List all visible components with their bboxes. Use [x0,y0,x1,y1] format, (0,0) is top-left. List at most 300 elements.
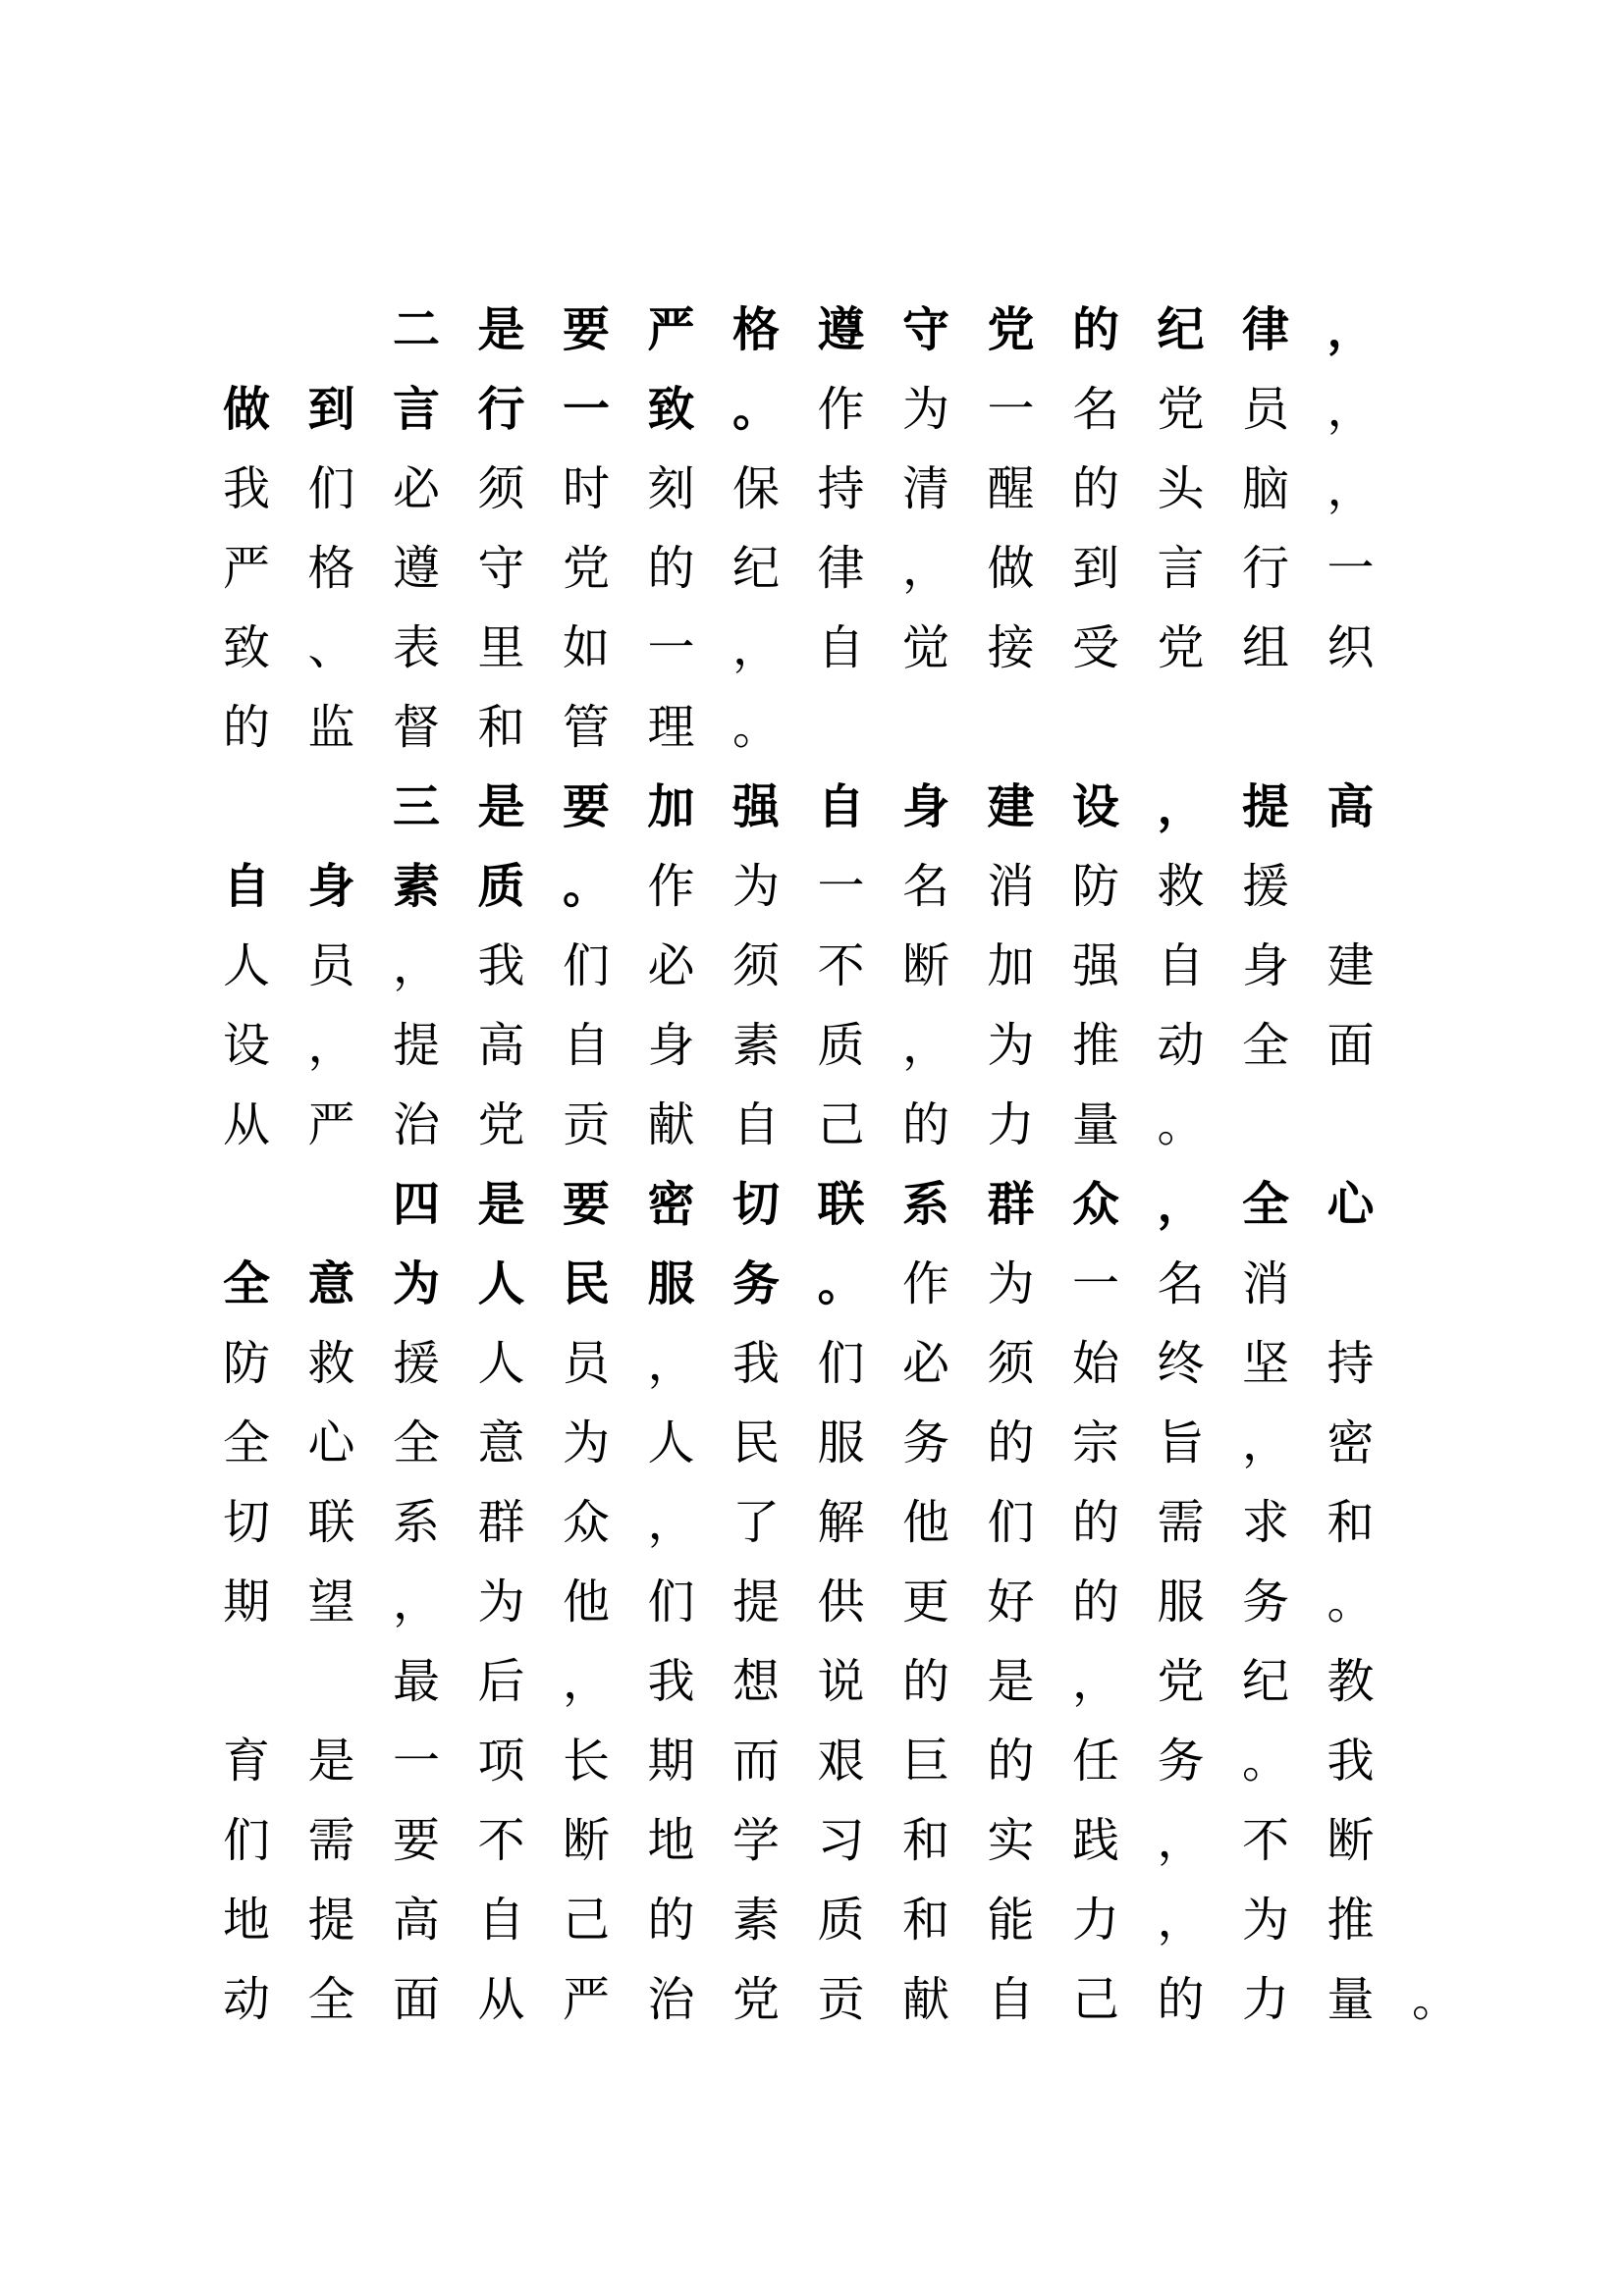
body-text-char: 始 [1071,1336,1119,1391]
body-text-char: 。 [1411,1972,1459,2027]
body-text-char: 员 [1241,382,1289,437]
body-text-char: 提 [731,1575,780,1629]
body-text-char: 严 [562,1972,610,2027]
text-line [0,1086,1624,1165]
text-line [0,1563,1624,1642]
body-text-char: 为 [1241,1893,1289,1948]
body-text-char: 组 [1241,620,1289,675]
body-text-char: ， [1071,1654,1119,1709]
bold-heading-char: 建 [987,779,1035,834]
body-text-char: ， [1157,1813,1205,1868]
body-text-char: 习 [817,1813,865,1868]
body-text-char: ， [1241,1415,1289,1470]
body-text-char: 为 [987,1256,1035,1311]
body-text-char: ， [1326,461,1375,516]
body-text-char: 人 [647,1415,695,1470]
body-text-char: 我 [647,1654,695,1709]
bold-heading-char: 到 [307,382,355,437]
bold-heading-char: 全 [222,1256,270,1311]
body-text-char: 刻 [647,461,695,516]
body-text-char: 全 [307,1972,355,2027]
body-text-char: 全 [222,1415,270,1470]
body-text-char: 如 [562,620,610,675]
body-text-char: 教 [1326,1654,1375,1709]
body-text-char: 联 [307,1495,355,1550]
body-text-char: 设 [222,1018,270,1073]
bold-heading-char: 人 [477,1256,525,1311]
body-text-char: 。 [731,700,780,755]
body-text-char: 的 [1071,1495,1119,1550]
body-text-char: 从 [222,1097,270,1152]
body-text-char: 到 [1071,541,1119,596]
bold-heading-char: ， [1157,1177,1205,1232]
body-text-char: 为 [987,1018,1035,1073]
body-text-char: 素 [731,1018,780,1073]
body-text-char: 献 [901,1972,949,2027]
bold-heading-char: 要 [562,779,610,834]
body-text-char: 党 [1157,620,1205,675]
body-text-char: 接 [987,620,1035,675]
body-text-char: 。 [1241,1734,1289,1789]
body-text-char: 任 [1071,1734,1119,1789]
bold-heading-char: 。 [731,382,780,437]
body-text-char: 地 [222,1893,270,1948]
text-line [0,450,1624,529]
bold-heading-char: 的 [1071,302,1119,357]
body-text-char: ， [647,1336,695,1391]
body-text-char: 消 [987,859,1035,914]
body-text-char: 密 [1326,1415,1375,1470]
body-text-char: 更 [901,1575,949,1629]
body-text-char: 们 [307,461,355,516]
body-text-char: 想 [731,1654,780,1709]
body-text-char: 须 [477,461,525,516]
body-text-char: 的 [987,1415,1035,1470]
body-text-char: 一 [987,382,1035,437]
text-line [0,768,1624,847]
body-text-char: 治 [392,1097,440,1152]
body-text-char: 力 [1071,1893,1119,1948]
text-line [0,688,1624,768]
bold-heading-char: 党 [987,302,1035,357]
body-text-char: 己 [562,1893,610,1948]
text-line [0,1642,1624,1722]
body-text-char: 动 [222,1972,270,2027]
body-text-char: 而 [731,1734,780,1789]
bold-heading-char: 是 [477,779,525,834]
bold-heading-char: 民 [562,1256,610,1311]
body-text-char: 宗 [1071,1415,1119,1470]
body-text-char: 贡 [562,1097,610,1152]
body-text-char: 好 [987,1575,1035,1629]
bold-heading-char: 律 [1241,302,1289,357]
text-line [0,1006,1624,1086]
body-text-char: 的 [901,1097,949,1152]
body-text-char: 我 [731,1336,780,1391]
body-text-char: 他 [901,1495,949,1550]
body-text-char: 自 [731,1097,780,1152]
body-text-char: 遵 [392,541,440,596]
body-text-char: 纪 [731,541,780,596]
body-text-char: 最 [392,1654,440,1709]
text-line [0,1960,1624,2040]
body-text-char: 保 [731,461,780,516]
body-text-char: 断 [1326,1813,1375,1868]
body-text-char: 救 [1157,859,1205,914]
body-text-char: 我 [222,461,270,516]
body-text-char: 清 [901,461,949,516]
body-text-char: 实 [987,1813,1035,1868]
body-text-char: 醒 [987,461,1035,516]
body-text-char: 一 [1326,541,1375,596]
body-text-char: 切 [222,1495,270,1550]
text-line [0,1722,1624,1801]
bold-heading-char: 联 [817,1177,865,1232]
body-text-char: 自 [1157,938,1205,993]
body-text-char: 高 [477,1018,525,1073]
bold-heading-char: 素 [392,859,440,914]
body-text-char: 觉 [901,620,949,675]
body-text-char: 解 [817,1495,865,1550]
body-text-char: 做 [987,541,1035,596]
body-text-char: 不 [817,938,865,993]
body-text-char: 人 [477,1336,525,1391]
body-text-char: 织 [1326,620,1375,675]
bold-heading-char: 致 [647,382,695,437]
text-line [0,291,1624,370]
bold-heading-char: ， [1157,779,1205,834]
body-text-char: 民 [731,1415,780,1470]
body-text-char: 管 [562,700,610,755]
body-text-char: 党 [731,1972,780,2027]
text-line [0,370,1624,450]
body-text-char: 党 [1157,1654,1205,1709]
body-text-char: 须 [731,938,780,993]
body-text-char: 的 [987,1734,1035,1789]
body-text-char: 一 [1071,1256,1119,1311]
body-text-char: 望 [307,1575,355,1629]
body-text-char: 格 [307,541,355,596]
body-text-char: ， [901,1018,949,1073]
body-text-char: 断 [901,938,949,993]
text-line [0,1404,1624,1483]
body-text-char: 援 [1241,859,1289,914]
body-text-char: 自 [562,1018,610,1073]
body-text-char: 名 [901,859,949,914]
body-text-char: 里 [477,620,525,675]
body-text-char: 长 [562,1734,610,1789]
body-text-char: 消 [1241,1256,1289,1311]
body-text-char: 严 [222,541,270,596]
text-line [0,1483,1624,1563]
bold-heading-char: 是 [477,302,525,357]
bold-heading-char: 纪 [1157,302,1205,357]
bold-heading-char: 二 [392,302,440,357]
bold-heading-char: 自 [817,779,865,834]
body-text-char: 务 [1241,1575,1289,1629]
body-text-char: ， [731,620,780,675]
body-text-char: 表 [392,620,440,675]
body-text-char: ， [1326,382,1375,437]
body-text-char: 心 [307,1415,355,1470]
body-text-char: 需 [307,1813,355,1868]
body-text-char: 是 [987,1654,1035,1709]
text-line [0,1801,1624,1881]
body-text-char: 的 [1157,1972,1205,2027]
body-text-char: 为 [477,1575,525,1629]
body-text-char: 不 [477,1813,525,1868]
bold-heading-char: 。 [817,1256,865,1311]
body-text-char: 党 [562,541,610,596]
body-text-char: 众 [562,1495,610,1550]
body-text-char: 身 [1241,938,1289,993]
body-text-char: 人 [222,938,270,993]
body-text-char: 贡 [817,1972,865,2027]
bold-heading-char: 要 [562,302,610,357]
bold-heading-char: 要 [562,1177,610,1232]
body-text-char: ， [901,541,949,596]
body-text-char: 力 [987,1097,1035,1152]
body-text-char: 们 [562,938,610,993]
body-text-char: 推 [1071,1018,1119,1073]
body-text-char: 的 [1071,1575,1119,1629]
body-text-char: 救 [307,1336,355,1391]
body-text-char: 纪 [1241,1654,1289,1709]
body-text-char: 党 [477,1097,525,1152]
bold-heading-char: 身 [901,779,949,834]
bold-heading-char: 提 [1241,779,1289,834]
body-text-char: 项 [477,1734,525,1789]
body-text-char: 防 [222,1336,270,1391]
body-text-char: 一 [392,1734,440,1789]
body-text-char: 治 [647,1972,695,2027]
bold-heading-char: 为 [392,1256,440,1311]
bold-heading-char: 做 [222,382,270,437]
body-text-char: 断 [562,1813,610,1868]
body-text-char: 的 [1071,461,1119,516]
body-text-char: 们 [987,1495,1035,1550]
body-text-char: 终 [1157,1336,1205,1391]
body-text-char: 服 [817,1415,865,1470]
body-text-char: 的 [222,700,270,755]
body-text-char: 服 [1157,1575,1205,1629]
body-text-char: 持 [1326,1336,1375,1391]
body-text-char: 后 [477,1654,525,1709]
bold-heading-char: ， [1326,302,1375,357]
bold-heading-char: 是 [477,1177,525,1232]
body-text-char: 律 [817,541,865,596]
body-text-char: 系 [392,1495,440,1550]
body-text-char: 致 [222,620,270,675]
body-text-char: 名 [1157,1256,1205,1311]
body-text-char: 监 [307,700,355,755]
bold-heading-char: 强 [731,779,780,834]
body-text-char: 的 [647,1893,695,1948]
body-text-char: 援 [392,1336,440,1391]
body-text-char: 能 [987,1893,1035,1948]
body-text-char: 我 [1326,1734,1375,1789]
body-text-char: 、 [307,620,355,675]
body-text-char: 建 [1326,938,1375,993]
body-text-char: 严 [307,1097,355,1152]
body-text-char: 们 [817,1336,865,1391]
bold-heading-char: 严 [647,302,695,357]
bold-heading-char: 心 [1326,1177,1375,1232]
body-text-char: ， [307,1018,355,1073]
body-text-char: ， [647,1495,695,1550]
body-text-char: 必 [901,1336,949,1391]
body-text-char: 己 [817,1097,865,1152]
body-text-char: 面 [392,1972,440,2027]
body-text-char: 量 [1071,1097,1119,1152]
body-text-char: 为 [731,859,780,914]
body-text-char: 的 [901,1654,949,1709]
body-text-char: 高 [392,1893,440,1948]
body-text-char: 员 [562,1336,610,1391]
body-text-char: 我 [477,938,525,993]
body-text-char: 一 [647,620,695,675]
body-text-char: 务 [1157,1734,1205,1789]
body-text-char: 不 [1241,1813,1289,1868]
body-text-char: 学 [731,1813,780,1868]
body-text-char: 坚 [1241,1336,1289,1391]
body-text-char: 供 [817,1575,865,1629]
body-text-char: 面 [1326,1018,1375,1073]
body-text-char: 质 [817,1893,865,1948]
body-text-char: 的 [647,541,695,596]
body-text-char: 推 [1326,1893,1375,1948]
bold-heading-char: 加 [647,779,695,834]
body-text-char: 必 [647,938,695,993]
text-line [0,927,1624,1006]
bold-heading-char: 意 [307,1256,355,1311]
body-text-char: 他 [562,1575,610,1629]
body-text-char: 作 [901,1256,949,1311]
text-line [0,529,1624,609]
body-text-char: 和 [1326,1495,1375,1550]
body-text-char: 动 [1157,1018,1205,1073]
body-text-char: 时 [562,461,610,516]
bold-heading-char: 服 [647,1256,695,1311]
bold-heading-char: 四 [392,1177,440,1232]
body-text-char: 持 [817,461,865,516]
body-text-char: 全 [392,1415,440,1470]
bold-heading-char: 务 [731,1256,780,1311]
bold-heading-char: 众 [1071,1177,1119,1232]
body-text-char: 身 [647,1018,695,1073]
body-text-char: 和 [477,700,525,755]
body-text-char: 地 [647,1813,695,1868]
text-line [0,1881,1624,1960]
body-text-char: 务 [901,1415,949,1470]
body-text-char: 从 [477,1972,525,2027]
body-text-char: 巨 [901,1734,949,1789]
body-text-char: 一 [817,859,865,914]
body-text-char: 自 [477,1893,525,1948]
body-text-char: 己 [1071,1972,1119,2027]
body-text-char: ， [562,1654,610,1709]
body-text-char: 要 [392,1813,440,1868]
body-text-char: 量 [1326,1972,1375,2027]
body-text-char: 必 [392,461,440,516]
body-text-char: ， [1157,1893,1205,1948]
bold-heading-char: 全 [1241,1177,1289,1232]
bold-heading-char: 高 [1326,779,1375,834]
bold-heading-char: 。 [562,859,610,914]
bold-heading-char: 质 [477,859,525,914]
body-text-char: 群 [477,1495,525,1550]
body-text-char: 。 [1326,1575,1375,1629]
body-text-char: 力 [1241,1972,1289,2027]
body-text-char: 献 [647,1097,695,1152]
body-text-char: 和 [901,1813,949,1868]
body-text-char: 作 [647,859,695,914]
body-text-char: 提 [392,1018,440,1073]
body-text-char: 党 [1157,382,1205,437]
body-text-char: 需 [1157,1495,1205,1550]
text-line [0,1165,1624,1245]
body-text-char: 督 [392,700,440,755]
body-text-char: 全 [1241,1018,1289,1073]
body-text-char: 求 [1241,1495,1289,1550]
bold-heading-char: 群 [987,1177,1035,1232]
text-line [0,609,1624,688]
body-text-char: 名 [1071,382,1119,437]
bold-heading-char: 密 [647,1177,695,1232]
body-text-char: 守 [477,541,525,596]
body-text-char: 质 [817,1018,865,1073]
bold-heading-char: 一 [562,382,610,437]
body-text-char: ， [392,938,440,993]
body-text-char: 自 [817,620,865,675]
body-text-char: 期 [647,1734,695,1789]
body-text-char: 素 [731,1893,780,1948]
body-text-char: 们 [222,1813,270,1868]
body-text-char: 说 [817,1654,865,1709]
bold-heading-char: 切 [731,1177,780,1232]
body-text-char: 头 [1157,461,1205,516]
body-text-char: 言 [1157,541,1205,596]
body-text-char: 加 [987,938,1035,993]
body-text-char: 是 [307,1734,355,1789]
bold-heading-char: 行 [477,382,525,437]
text-line [0,847,1624,927]
bold-heading-char: 设 [1071,779,1119,834]
body-text-char: 作 [817,382,865,437]
body-text-char: 为 [562,1415,610,1470]
body-text-char: 。 [1157,1097,1205,1152]
text-line [0,1245,1624,1324]
bold-heading-char: 三 [392,779,440,834]
body-text-char: 受 [1071,620,1119,675]
body-text-char: 们 [647,1575,695,1629]
body-text-char: 须 [987,1336,1035,1391]
bold-heading-char: 系 [901,1177,949,1232]
bold-heading-char: 守 [901,302,949,357]
bold-heading-char: 自 [222,859,270,914]
body-text-char: 践 [1071,1813,1119,1868]
body-text-char: 为 [901,382,949,437]
body-text-char: 自 [987,1972,1035,2027]
text-line [0,1324,1624,1404]
body-text-char: 意 [477,1415,525,1470]
body-text-char: ， [392,1575,440,1629]
bold-heading-char: 格 [731,302,780,357]
bold-heading-char: 遵 [817,302,865,357]
body-text-char: 艰 [817,1734,865,1789]
body-text-char: 理 [647,700,695,755]
body-text-char: 期 [222,1575,270,1629]
